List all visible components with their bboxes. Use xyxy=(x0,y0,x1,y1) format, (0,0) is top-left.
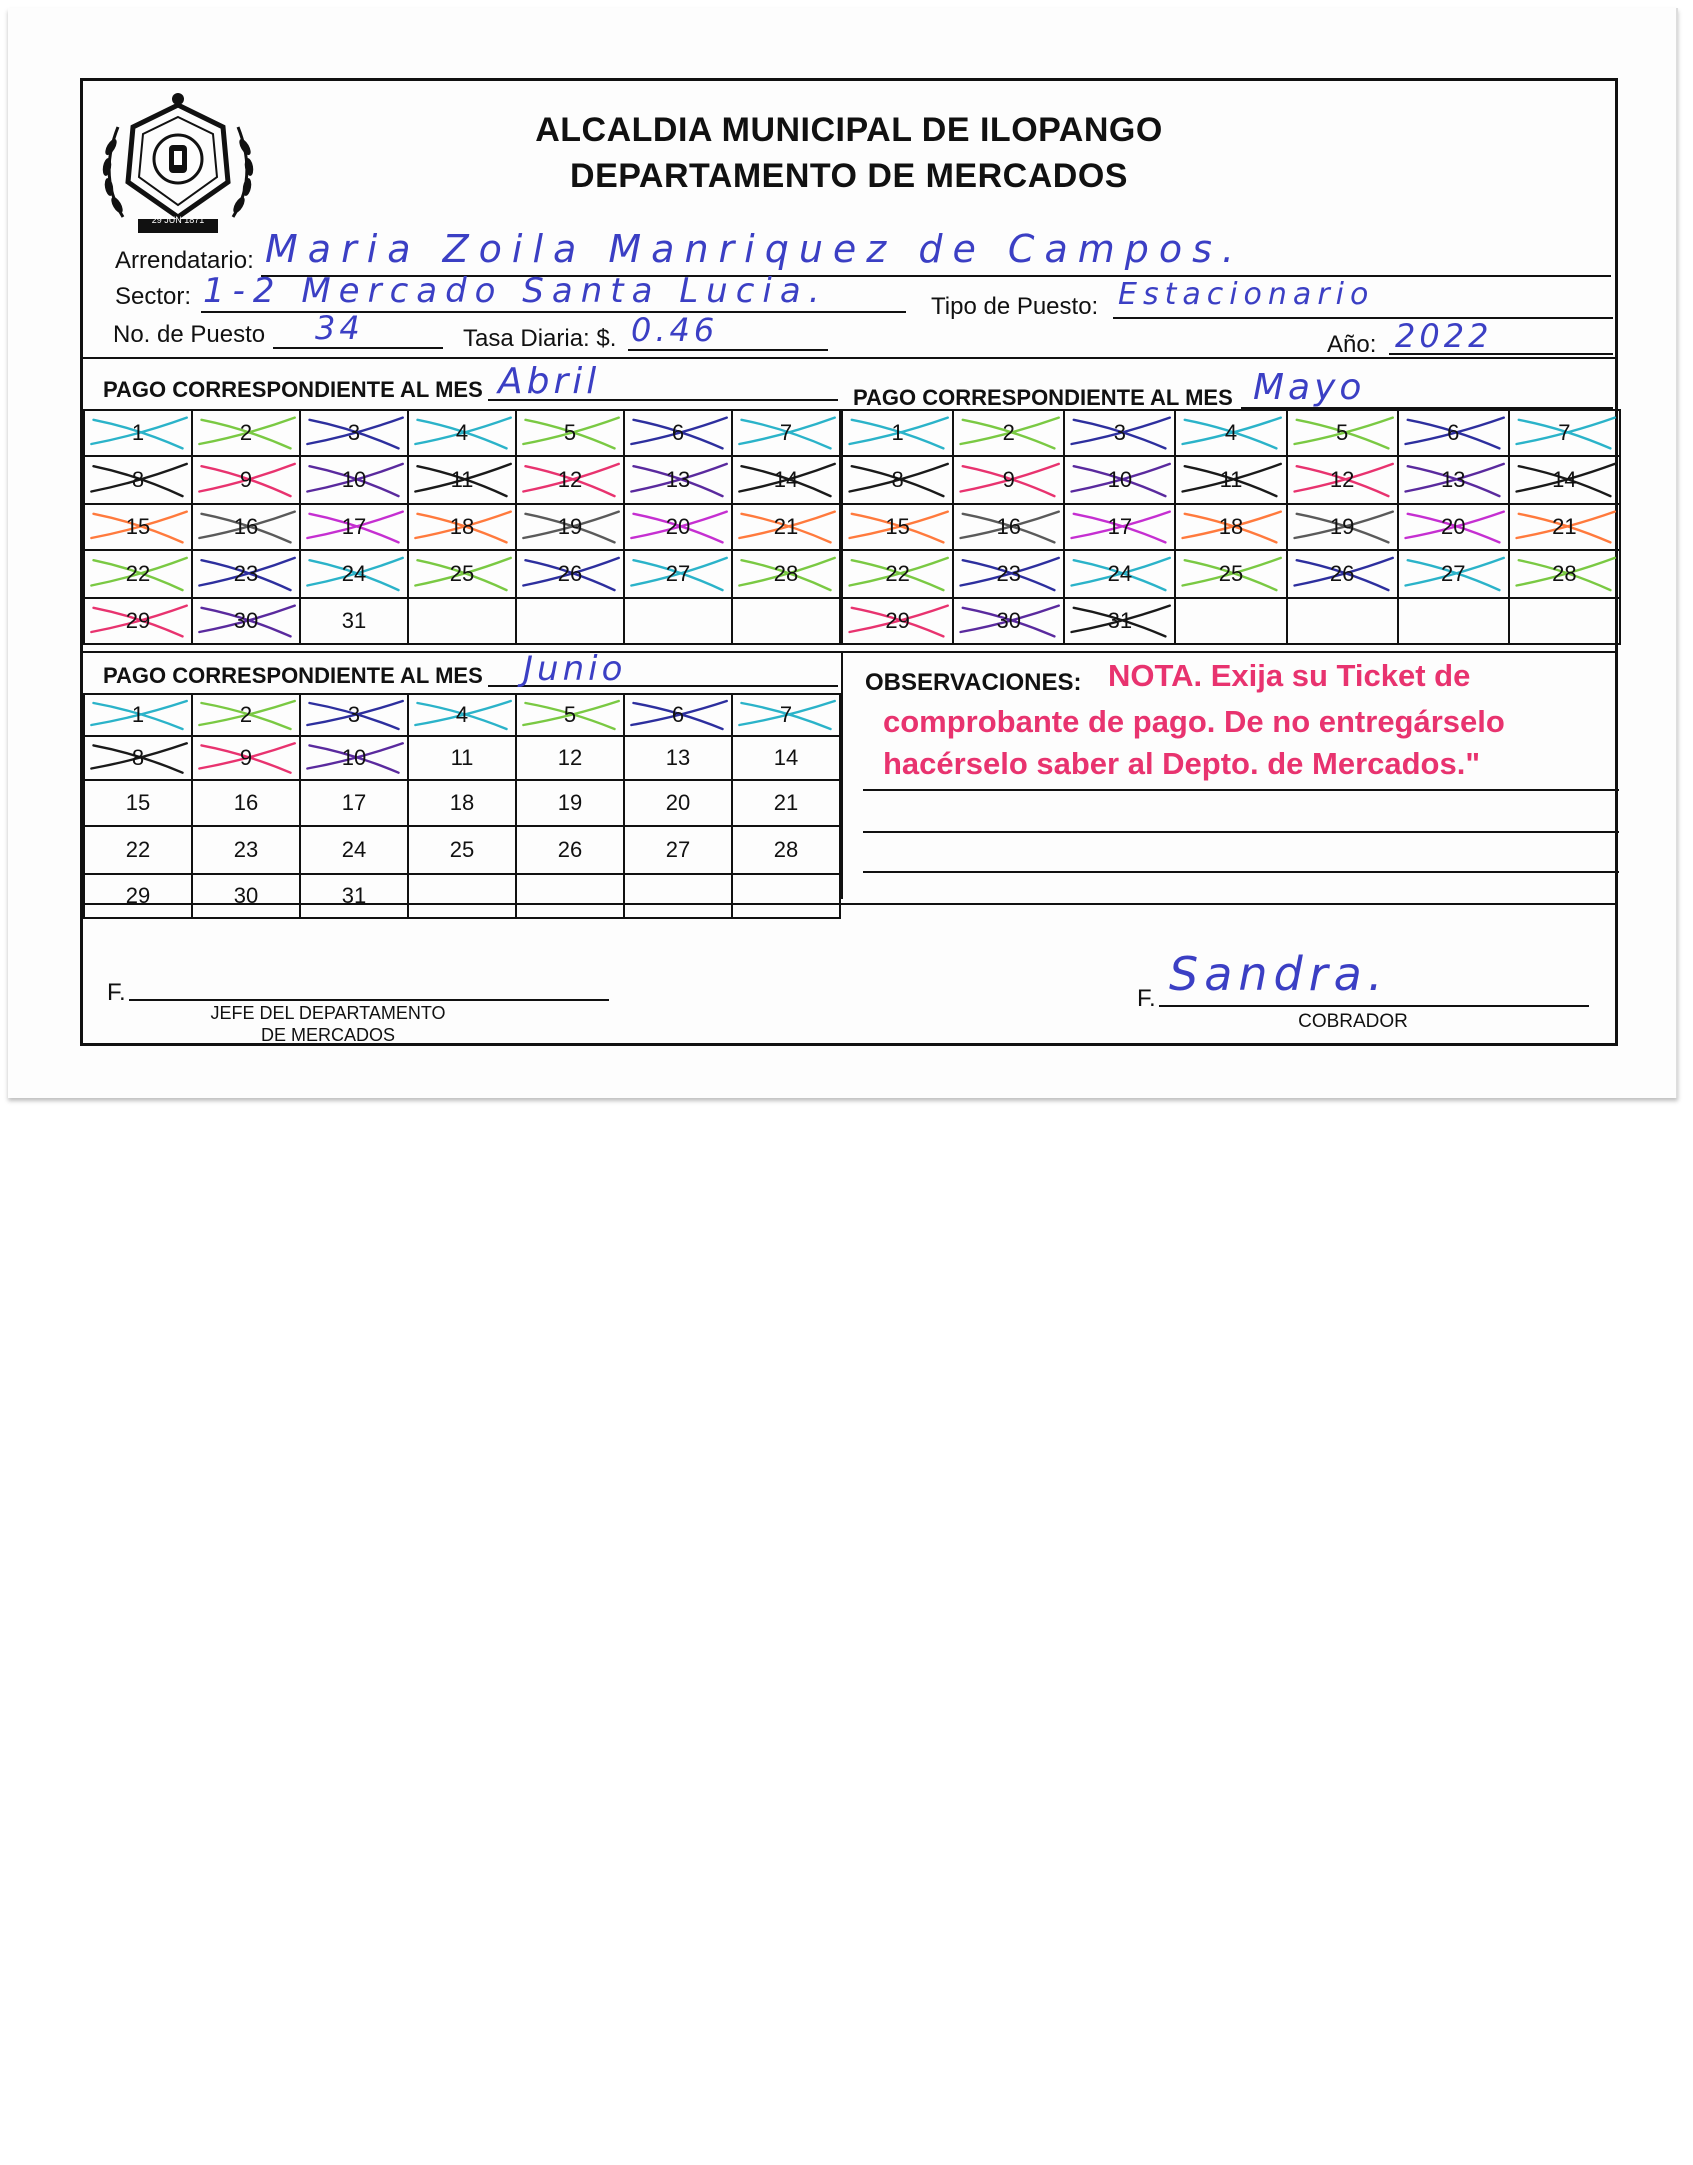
sector-value[interactable]: 1-2 Mercado Santa Lucia. xyxy=(203,271,828,311)
day-number: 28 xyxy=(773,837,799,862)
april-calendar xyxy=(83,409,841,645)
june-day-25[interactable] xyxy=(408,826,516,874)
june-calendar xyxy=(83,693,841,919)
june-day-21[interactable] xyxy=(732,780,840,826)
nota-line-2: comprobante de pago. De no entregárselo xyxy=(883,704,1505,739)
june-day-6[interactable] xyxy=(624,694,732,736)
may-month-name[interactable]: Mayo xyxy=(1253,367,1366,408)
april-day-26[interactable] xyxy=(516,550,624,598)
day-number: 17 xyxy=(341,514,367,539)
june-week-row xyxy=(84,780,840,826)
may-day-21[interactable] xyxy=(1509,504,1620,550)
day-number: 12 xyxy=(1329,467,1355,492)
june-week-row xyxy=(84,874,840,918)
day-number: 1 xyxy=(131,420,145,445)
april-day-6[interactable] xyxy=(624,410,732,456)
arrendatario-label: Arrendatario: xyxy=(115,247,254,274)
day-number: 22 xyxy=(125,837,151,862)
may-day-3[interactable] xyxy=(1064,410,1175,456)
obs-line-2 xyxy=(863,831,1619,833)
day-number: 23 xyxy=(233,837,259,862)
day-number: 11 xyxy=(450,745,474,770)
anio-value[interactable]: 2022 xyxy=(1395,317,1493,355)
may-week-row xyxy=(842,550,1620,598)
may-day-20[interactable] xyxy=(1398,504,1509,550)
day-number: 29 xyxy=(125,608,151,633)
day-number: 27 xyxy=(665,837,691,862)
june-month-name[interactable]: Junio xyxy=(523,649,627,689)
cobrador-f-prefix: F. xyxy=(1137,985,1156,1012)
day-number: 3 xyxy=(347,702,361,727)
may-day-18[interactable] xyxy=(1175,504,1286,550)
day-number: 8 xyxy=(131,745,145,770)
cobrador-label: COBRADOR xyxy=(1298,1011,1408,1032)
sector-line xyxy=(201,311,906,313)
june-day-8[interactable] xyxy=(84,736,192,780)
june-day-5[interactable] xyxy=(516,694,624,736)
may-day-10[interactable] xyxy=(1064,456,1175,504)
april-day-19[interactable] xyxy=(516,504,624,550)
april-day-5[interactable] xyxy=(516,410,624,456)
tasa-value[interactable]: 0.46 xyxy=(631,311,719,349)
june-day-27[interactable] xyxy=(624,826,732,874)
puesto-label: No. de Puesto xyxy=(113,321,266,348)
jefe-signature-line[interactable] xyxy=(129,999,609,1001)
may-day-8[interactable] xyxy=(842,456,953,504)
day-number: 18 xyxy=(1218,514,1244,539)
june-day-31[interactable] xyxy=(300,874,408,918)
may-calendar xyxy=(841,409,1621,645)
day-number: 24 xyxy=(341,837,367,862)
june-day-22[interactable] xyxy=(84,826,192,874)
june-day-24[interactable] xyxy=(300,826,408,874)
day-number: 17 xyxy=(1107,514,1133,539)
may-day-26[interactable] xyxy=(1287,550,1398,598)
june-day-29[interactable] xyxy=(84,874,192,918)
may-day-30[interactable] xyxy=(953,598,1064,644)
april-day-10[interactable] xyxy=(300,456,408,504)
day-number: 24 xyxy=(341,561,367,586)
tasa-label: Tasa Diaria: $. xyxy=(463,325,617,352)
june-week-row xyxy=(84,826,840,874)
may-day-29[interactable] xyxy=(842,598,953,644)
june-day-2[interactable] xyxy=(192,694,300,736)
day-number: 26 xyxy=(557,837,583,862)
footer-divider xyxy=(83,903,1615,905)
jefe-label-2: DE MERCADOS xyxy=(260,1025,395,1045)
day-number: 7 xyxy=(1558,420,1571,445)
june-week-row xyxy=(84,736,840,780)
day-number: 9 xyxy=(239,467,253,492)
june-day-13[interactable] xyxy=(624,736,732,780)
may-day-17[interactable] xyxy=(1064,504,1175,550)
day-number: 16 xyxy=(233,790,259,815)
day-number: 3 xyxy=(1113,420,1126,445)
may-day-16[interactable] xyxy=(953,504,1064,550)
tipo-puesto-line xyxy=(1113,317,1613,319)
nota-line-3: hacérselo saber al Depto. de Mercados." xyxy=(883,746,1481,781)
june-day-17[interactable] xyxy=(300,780,408,826)
day-number: 20 xyxy=(1441,514,1466,539)
may-day-1[interactable] xyxy=(842,410,953,456)
observaciones-divider xyxy=(841,651,843,899)
april-day-12[interactable] xyxy=(516,456,624,504)
april-day-11[interactable] xyxy=(408,456,516,504)
april-week-row xyxy=(84,456,840,504)
day-number: 7 xyxy=(779,420,793,445)
april-day-25[interactable] xyxy=(408,550,516,598)
day-number: 7 xyxy=(779,702,793,727)
day-number: 21 xyxy=(773,790,799,815)
may-day-4[interactable] xyxy=(1175,410,1286,456)
day-number: 23 xyxy=(233,561,259,586)
may-day-13[interactable] xyxy=(1398,456,1509,504)
day-number: 1 xyxy=(131,702,145,727)
tasa-line xyxy=(628,349,828,351)
june-day-15[interactable] xyxy=(84,780,192,826)
tipo-puesto-value[interactable]: Estacionario xyxy=(1118,277,1375,312)
day-number: 8 xyxy=(891,467,904,492)
may-empty-cell xyxy=(1509,598,1620,644)
day-number: 27 xyxy=(1441,561,1466,586)
header-divider xyxy=(83,357,1615,359)
day-number: 15 xyxy=(885,514,910,539)
june-day-14[interactable] xyxy=(732,736,840,780)
sector-label: Sector: xyxy=(115,283,192,310)
may-day-2[interactable] xyxy=(953,410,1064,456)
day-number: 3 xyxy=(347,420,361,445)
may-day-14[interactable] xyxy=(1509,456,1620,504)
april-empty-cell xyxy=(624,598,732,644)
april-day-21[interactable] xyxy=(732,504,840,550)
day-number: 1 xyxy=(891,420,904,445)
june-day-10[interactable] xyxy=(300,736,408,780)
day-number: 12 xyxy=(557,467,583,492)
june-day-19[interactable] xyxy=(516,780,624,826)
day-number: 25 xyxy=(1218,561,1244,586)
june-header-label: PAGO CORRESPONDIENTE AL MES xyxy=(103,663,483,688)
day-number: 6 xyxy=(671,702,685,727)
june-day-18[interactable] xyxy=(408,780,516,826)
day-number: 29 xyxy=(885,608,910,633)
day-number: 2 xyxy=(239,420,253,445)
april-day-24[interactable] xyxy=(300,550,408,598)
june-day-16[interactable] xyxy=(192,780,300,826)
observaciones-label: OBSERVACIONES: xyxy=(865,669,1082,696)
day-number: 4 xyxy=(1224,420,1238,445)
day-number: 27 xyxy=(665,561,691,586)
day-number: 5 xyxy=(563,702,577,727)
april-day-20[interactable] xyxy=(624,504,732,550)
june-day-4[interactable] xyxy=(408,694,516,736)
day-number: 31 xyxy=(1107,608,1133,633)
may-day-12[interactable] xyxy=(1287,456,1398,504)
page-subtitle: DEPARTAMENTO DE MERCADOS xyxy=(570,157,1128,195)
day-number: 20 xyxy=(665,514,691,539)
day-number: 22 xyxy=(125,561,151,586)
april-empty-cell xyxy=(408,598,516,644)
april-day-14[interactable] xyxy=(732,456,840,504)
day-number: 31 xyxy=(341,883,367,908)
june-day-28[interactable] xyxy=(732,826,840,874)
may-week-row xyxy=(842,504,1620,550)
day-number: 19 xyxy=(1329,514,1355,539)
day-number: 20 xyxy=(665,790,691,815)
obs-line-3 xyxy=(863,871,1619,873)
may-day-23[interactable] xyxy=(953,550,1064,598)
may-day-31[interactable] xyxy=(1064,598,1175,644)
day-number: 9 xyxy=(239,745,253,770)
june-day-7[interactable] xyxy=(732,694,840,736)
day-number: 19 xyxy=(557,514,583,539)
day-number: 6 xyxy=(671,420,685,445)
june-day-26[interactable] xyxy=(516,826,624,874)
anio-label: Año: xyxy=(1327,331,1377,358)
day-number: 29 xyxy=(125,883,151,908)
may-day-9[interactable] xyxy=(953,456,1064,504)
day-number: 16 xyxy=(996,514,1021,539)
cobrador-signature: Sandra. xyxy=(1169,947,1389,1001)
april-day-17[interactable] xyxy=(300,504,408,550)
april-day-13[interactable] xyxy=(624,456,732,504)
april-month-name[interactable]: Abril xyxy=(498,361,601,402)
june-day-12[interactable] xyxy=(516,736,624,780)
day-number: 13 xyxy=(665,467,691,492)
june-empty-cell xyxy=(624,874,732,918)
june-day-20[interactable] xyxy=(624,780,732,826)
april-day-8[interactable] xyxy=(84,456,192,504)
april-day-28[interactable] xyxy=(732,550,840,598)
day-number: 21 xyxy=(773,514,799,539)
june-day-9[interactable] xyxy=(192,736,300,780)
day-number: 19 xyxy=(557,790,583,815)
may-week-row xyxy=(842,456,1620,504)
day-number: 5 xyxy=(1336,420,1349,445)
june-day-30[interactable] xyxy=(192,874,300,918)
may-day-28[interactable] xyxy=(1509,550,1620,598)
card-frame xyxy=(80,78,1618,1046)
may-day-25[interactable] xyxy=(1175,550,1286,598)
puesto-value[interactable]: 34 xyxy=(315,309,364,347)
market-payment-card xyxy=(8,8,1678,1098)
jefe-f-prefix: F. xyxy=(107,979,126,1006)
may-day-5[interactable] xyxy=(1287,410,1398,456)
day-number: 25 xyxy=(449,837,475,862)
day-number: 28 xyxy=(773,561,799,586)
june-week-row xyxy=(84,694,840,736)
puesto-line xyxy=(273,347,443,349)
day-number: 28 xyxy=(1552,561,1577,586)
day-number: 22 xyxy=(885,561,910,586)
may-header-label: PAGO CORRESPONDIENTE AL MES xyxy=(853,385,1233,410)
april-day-22[interactable] xyxy=(84,550,192,598)
day-number: 31 xyxy=(341,608,367,633)
obs-line-1 xyxy=(863,789,1619,791)
day-number: 26 xyxy=(557,561,583,586)
cobrador-signature-line[interactable] xyxy=(1159,1005,1589,1007)
may-day-24[interactable] xyxy=(1064,550,1175,598)
june-day-1[interactable] xyxy=(84,694,192,736)
may-day-6[interactable] xyxy=(1398,410,1509,456)
day-number: 24 xyxy=(1107,561,1133,586)
page-title: ALCALDIA MUNICIPAL DE ILOPANGO xyxy=(535,111,1163,149)
day-number: 30 xyxy=(233,883,259,908)
day-number: 18 xyxy=(449,514,475,539)
june-day-11[interactable] xyxy=(408,736,516,780)
april-day-3[interactable] xyxy=(300,410,408,456)
april-day-27[interactable] xyxy=(624,550,732,598)
nota-line-1: NOTA. Exija su Ticket de xyxy=(1108,658,1471,693)
day-number: 12 xyxy=(557,745,583,770)
april-day-23[interactable] xyxy=(192,550,300,598)
day-number: 8 xyxy=(131,467,145,492)
day-number: 17 xyxy=(341,790,367,815)
april-day-18[interactable] xyxy=(408,504,516,550)
april-day-1[interactable] xyxy=(84,410,192,456)
june-empty-cell xyxy=(516,874,624,918)
april-header-label: PAGO CORRESPONDIENTE AL MES xyxy=(103,377,483,402)
day-number: 4 xyxy=(455,702,469,727)
june-day-3[interactable] xyxy=(300,694,408,736)
april-week-row xyxy=(84,504,840,550)
seal-date-text: 29 JUN 1871 xyxy=(151,215,205,225)
day-number: 16 xyxy=(233,514,259,539)
april-week-row xyxy=(84,410,840,456)
day-number: 14 xyxy=(1552,467,1577,492)
april-day-9[interactable] xyxy=(192,456,300,504)
may-day-27[interactable] xyxy=(1398,550,1509,598)
day-number: 13 xyxy=(1441,467,1466,492)
april-empty-cell xyxy=(732,598,840,644)
day-number: 10 xyxy=(341,467,367,492)
day-number: 11 xyxy=(450,467,474,492)
june-empty-cell xyxy=(408,874,516,918)
april-day-4[interactable] xyxy=(408,410,516,456)
day-number: 21 xyxy=(1552,514,1577,539)
day-number: 25 xyxy=(449,561,475,586)
may-empty-cell xyxy=(1398,598,1509,644)
day-number: 15 xyxy=(125,790,151,815)
may-day-22[interactable] xyxy=(842,550,953,598)
april-empty-cell xyxy=(516,598,624,644)
april-day-7[interactable] xyxy=(732,410,840,456)
june-empty-cell xyxy=(732,874,840,918)
day-number: 30 xyxy=(996,608,1021,633)
tipo-puesto-label: Tipo de Puesto: xyxy=(931,293,1099,320)
day-number: 4 xyxy=(455,420,469,445)
day-number: 30 xyxy=(233,608,259,633)
may-day-11[interactable] xyxy=(1175,456,1286,504)
day-number: 9 xyxy=(1002,467,1015,492)
april-day-2[interactable] xyxy=(192,410,300,456)
day-number: 5 xyxy=(563,420,577,445)
april-week-row xyxy=(84,598,840,644)
section-divider xyxy=(83,651,1615,653)
day-number: 13 xyxy=(665,745,691,770)
may-day-19[interactable] xyxy=(1287,504,1398,550)
day-number: 6 xyxy=(1447,420,1460,445)
april-day-31[interactable] xyxy=(300,598,408,644)
day-number: 11 xyxy=(1219,467,1243,492)
day-number: 2 xyxy=(239,702,253,727)
april-day-29[interactable] xyxy=(84,598,192,644)
april-day-15[interactable] xyxy=(84,504,192,550)
may-empty-cell xyxy=(1175,598,1286,644)
april-week-row xyxy=(84,550,840,598)
may-day-7[interactable] xyxy=(1509,410,1620,456)
day-number: 2 xyxy=(1002,420,1015,445)
day-number: 18 xyxy=(449,790,475,815)
april-day-16[interactable] xyxy=(192,504,300,550)
april-day-30[interactable] xyxy=(192,598,300,644)
day-number: 10 xyxy=(341,745,367,770)
day-number: 10 xyxy=(1107,467,1133,492)
jefe-label-1: JEFE DEL DEPARTAMENTO xyxy=(210,1003,446,1023)
may-day-15[interactable] xyxy=(842,504,953,550)
may-week-row xyxy=(842,598,1620,644)
june-day-23[interactable] xyxy=(192,826,300,874)
day-number: 14 xyxy=(773,467,799,492)
day-number: 14 xyxy=(773,745,799,770)
day-number: 23 xyxy=(996,561,1021,586)
may-week-row xyxy=(842,410,1620,456)
arrendatario-value[interactable]: Maria Zoila Manriquez de Campos. xyxy=(265,227,1244,271)
may-empty-cell xyxy=(1287,598,1398,644)
day-number: 26 xyxy=(1329,561,1355,586)
day-number: 15 xyxy=(125,514,151,539)
